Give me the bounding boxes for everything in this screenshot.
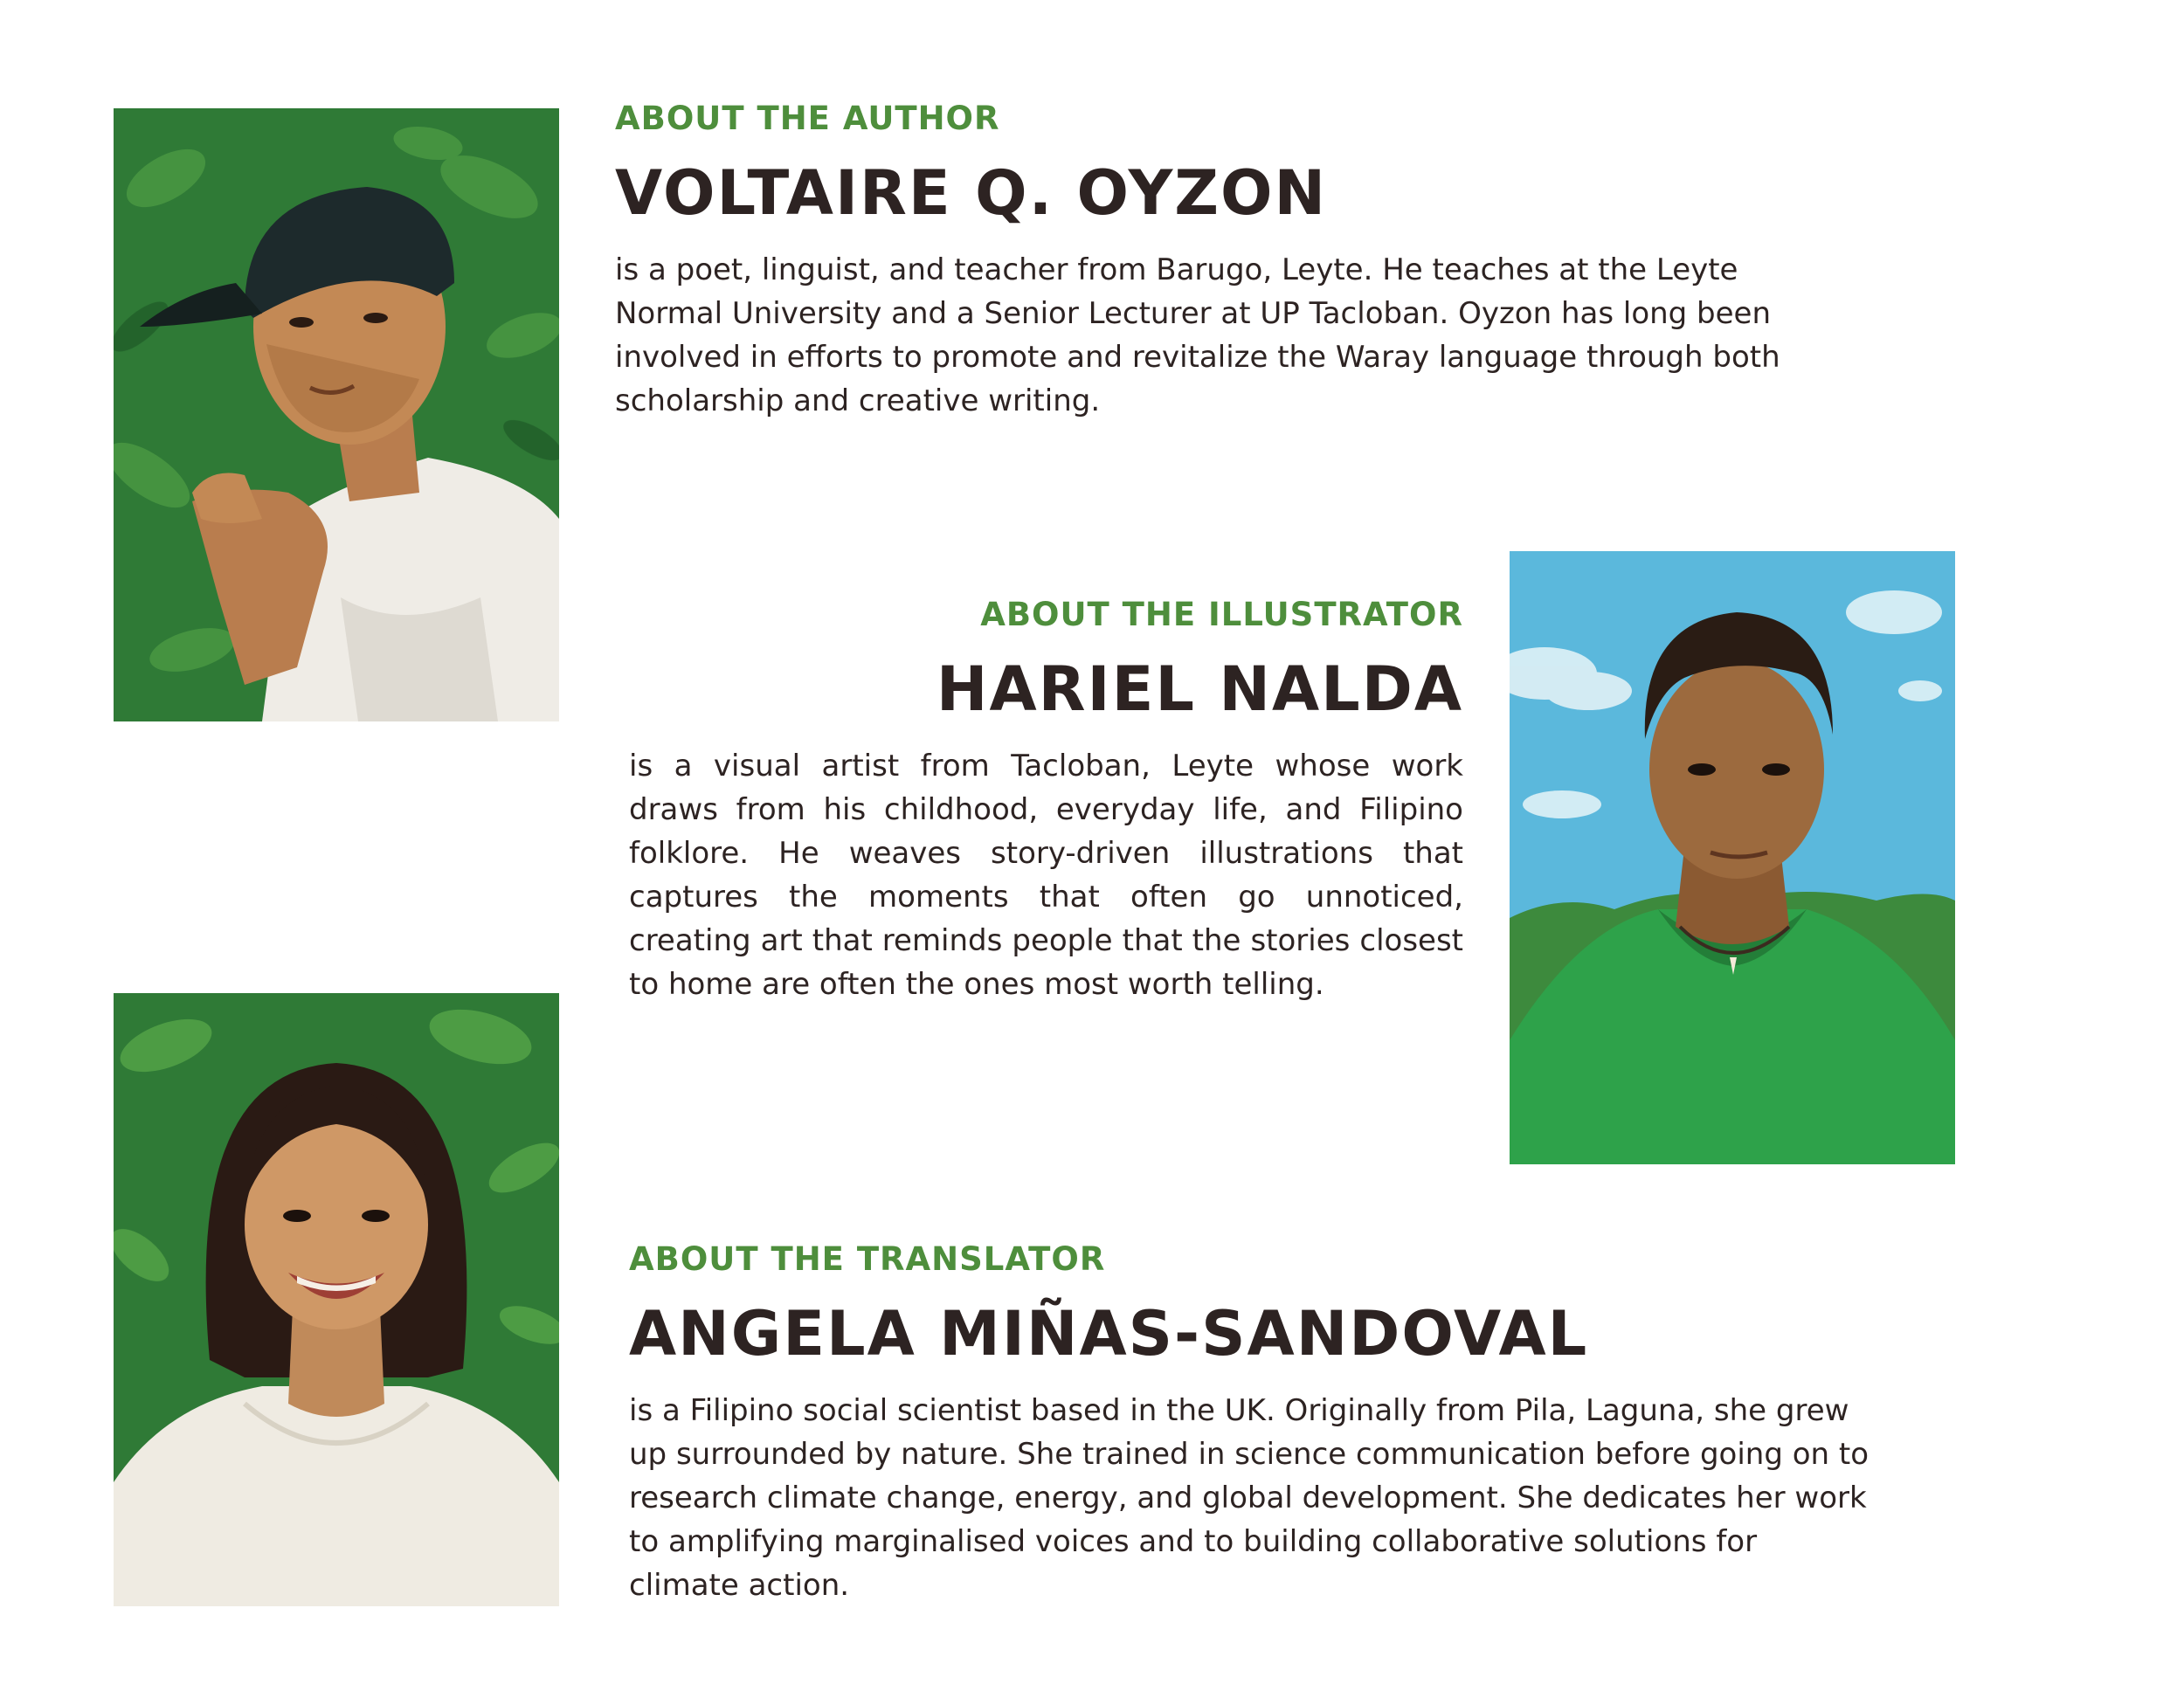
author-section [615,98,1838,423]
translator-section [629,1239,1870,1607]
illustrator-bio: is a visual artist from Tacloban, Leyte whose work draws from his childhood, everyday life, and Filipino folklore. He weaves story-driven illustrations that captures the moments that often go unnoticed, creating art that reminds people that the stories closest to home are often the ones most worth telling. [629,749,1463,1002]
author-bio: is a poet, linguist, and teacher from Barugo, Leyte. He teaches at the Leyte Normal University and a Senior Lecturer at UP Tacloban. Oyzon has long been involved in efforts to promote and revitalize the Waray language through both scholarship and creative writing. [615,252,1780,418]
author-name: VOLTAIRE Q. OYZON [615,157,1328,229]
illustrator-portrait [1510,551,1955,1164]
illustrator-section [629,594,1463,1006]
author-portrait [114,108,559,721]
illustrator-name: HARIEL NALDA [936,653,1463,725]
illustrator-section-heading: ABOUT THE ILLUSTRATOR [980,596,1463,633]
translator-bio: is a Filipino social scientist based in the UK. Originally from Pila, Laguna, she grew up surrounded by nature. She trained in science communication before going on to research climate change, energy, and global development. She dedicates her work to amplifying marginalised voices and to building collaborative solutions for climate action. [629,1393,1870,1603]
translator-name: ANGELA MIÑAS-SANDOVAL [629,1298,1589,1370]
author-section-heading: ABOUT THE AUTHOR [615,100,1000,137]
translator-section-heading: ABOUT THE TRANSLATOR [629,1240,1106,1278]
translator-portrait [114,993,559,1606]
